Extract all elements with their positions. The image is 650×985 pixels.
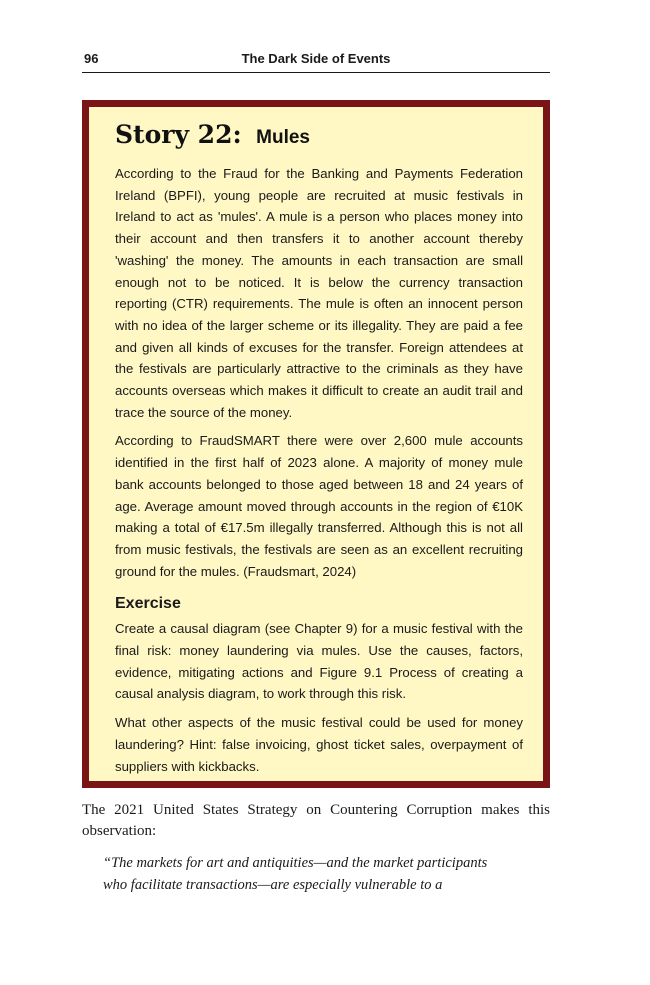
story-content — [89, 107, 543, 781]
block-quote: “The markets for art and antiquities—and the market participants who facilitate transactions—are especially vulnerable to a — [103, 855, 488, 893]
story-heading — [115, 121, 523, 153]
book-title: The Dark Side of Events — [241, 51, 391, 66]
story-number: Story 22: — [115, 120, 242, 149]
page-number: 96 — [84, 51, 99, 66]
body-paragraph: The 2021 United States Strategy on Countering Corruption makes this observation: — [82, 802, 550, 839]
exercise-heading: Exercise — [115, 595, 181, 613]
story-paragraph: According to FraudSMART there were over 2,600 mule accounts identified in the first half of 2023 alone. A majority of money mule bank accounts belonged to those aged between 18 and 24 years of age. Average amount moved through accounts in the region of €10K making a total of €17.5m illegally transferred. Although this is not all from music festivals, the festivals are seen as an excellent recruiting ground for the mules. (Fraudsmart, 2024) — [115, 433, 523, 579]
story-paragraph: According to the Fraud for the Banking and Payments Federation Ireland (BPFI), young people are recruited at music festivals in Ireland to act as 'mules'. A mule is a person who places money into their account and then transfers it to another account thereby 'washing' the money. The amounts in each transaction are small enough not to be noticed. It is below the currency transaction reporting (CTR) requirements. The mule is often an innocent person with no idea of the larger scheme or its illegality. They are paid a fee and given all kinds of excuses for the transfer. Foreign attendees at the festivals are particularly attractive to the criminals as they have accounts overseas which makes it difficult to create an audit trail and trace the source of the money. — [115, 166, 523, 420]
exercise-paragraph: What other aspects of the music festival could be used for money laundering? Hint: false invoicing, ghost ticket sales, overpayment of suppliers with kickbacks. — [115, 715, 523, 774]
story-title: Mules — [256, 127, 311, 148]
exercise-paragraph: Create a causal diagram (see Chapter 9) for a music festival with the final risk: money laundering via mules. Use the causes, factors, evidence, mitigating actions and Figure 9.1 Process of creating a causal analysis diagram, to work through this risk. — [115, 621, 523, 702]
running-head — [82, 48, 550, 73]
story-box — [82, 100, 550, 788]
